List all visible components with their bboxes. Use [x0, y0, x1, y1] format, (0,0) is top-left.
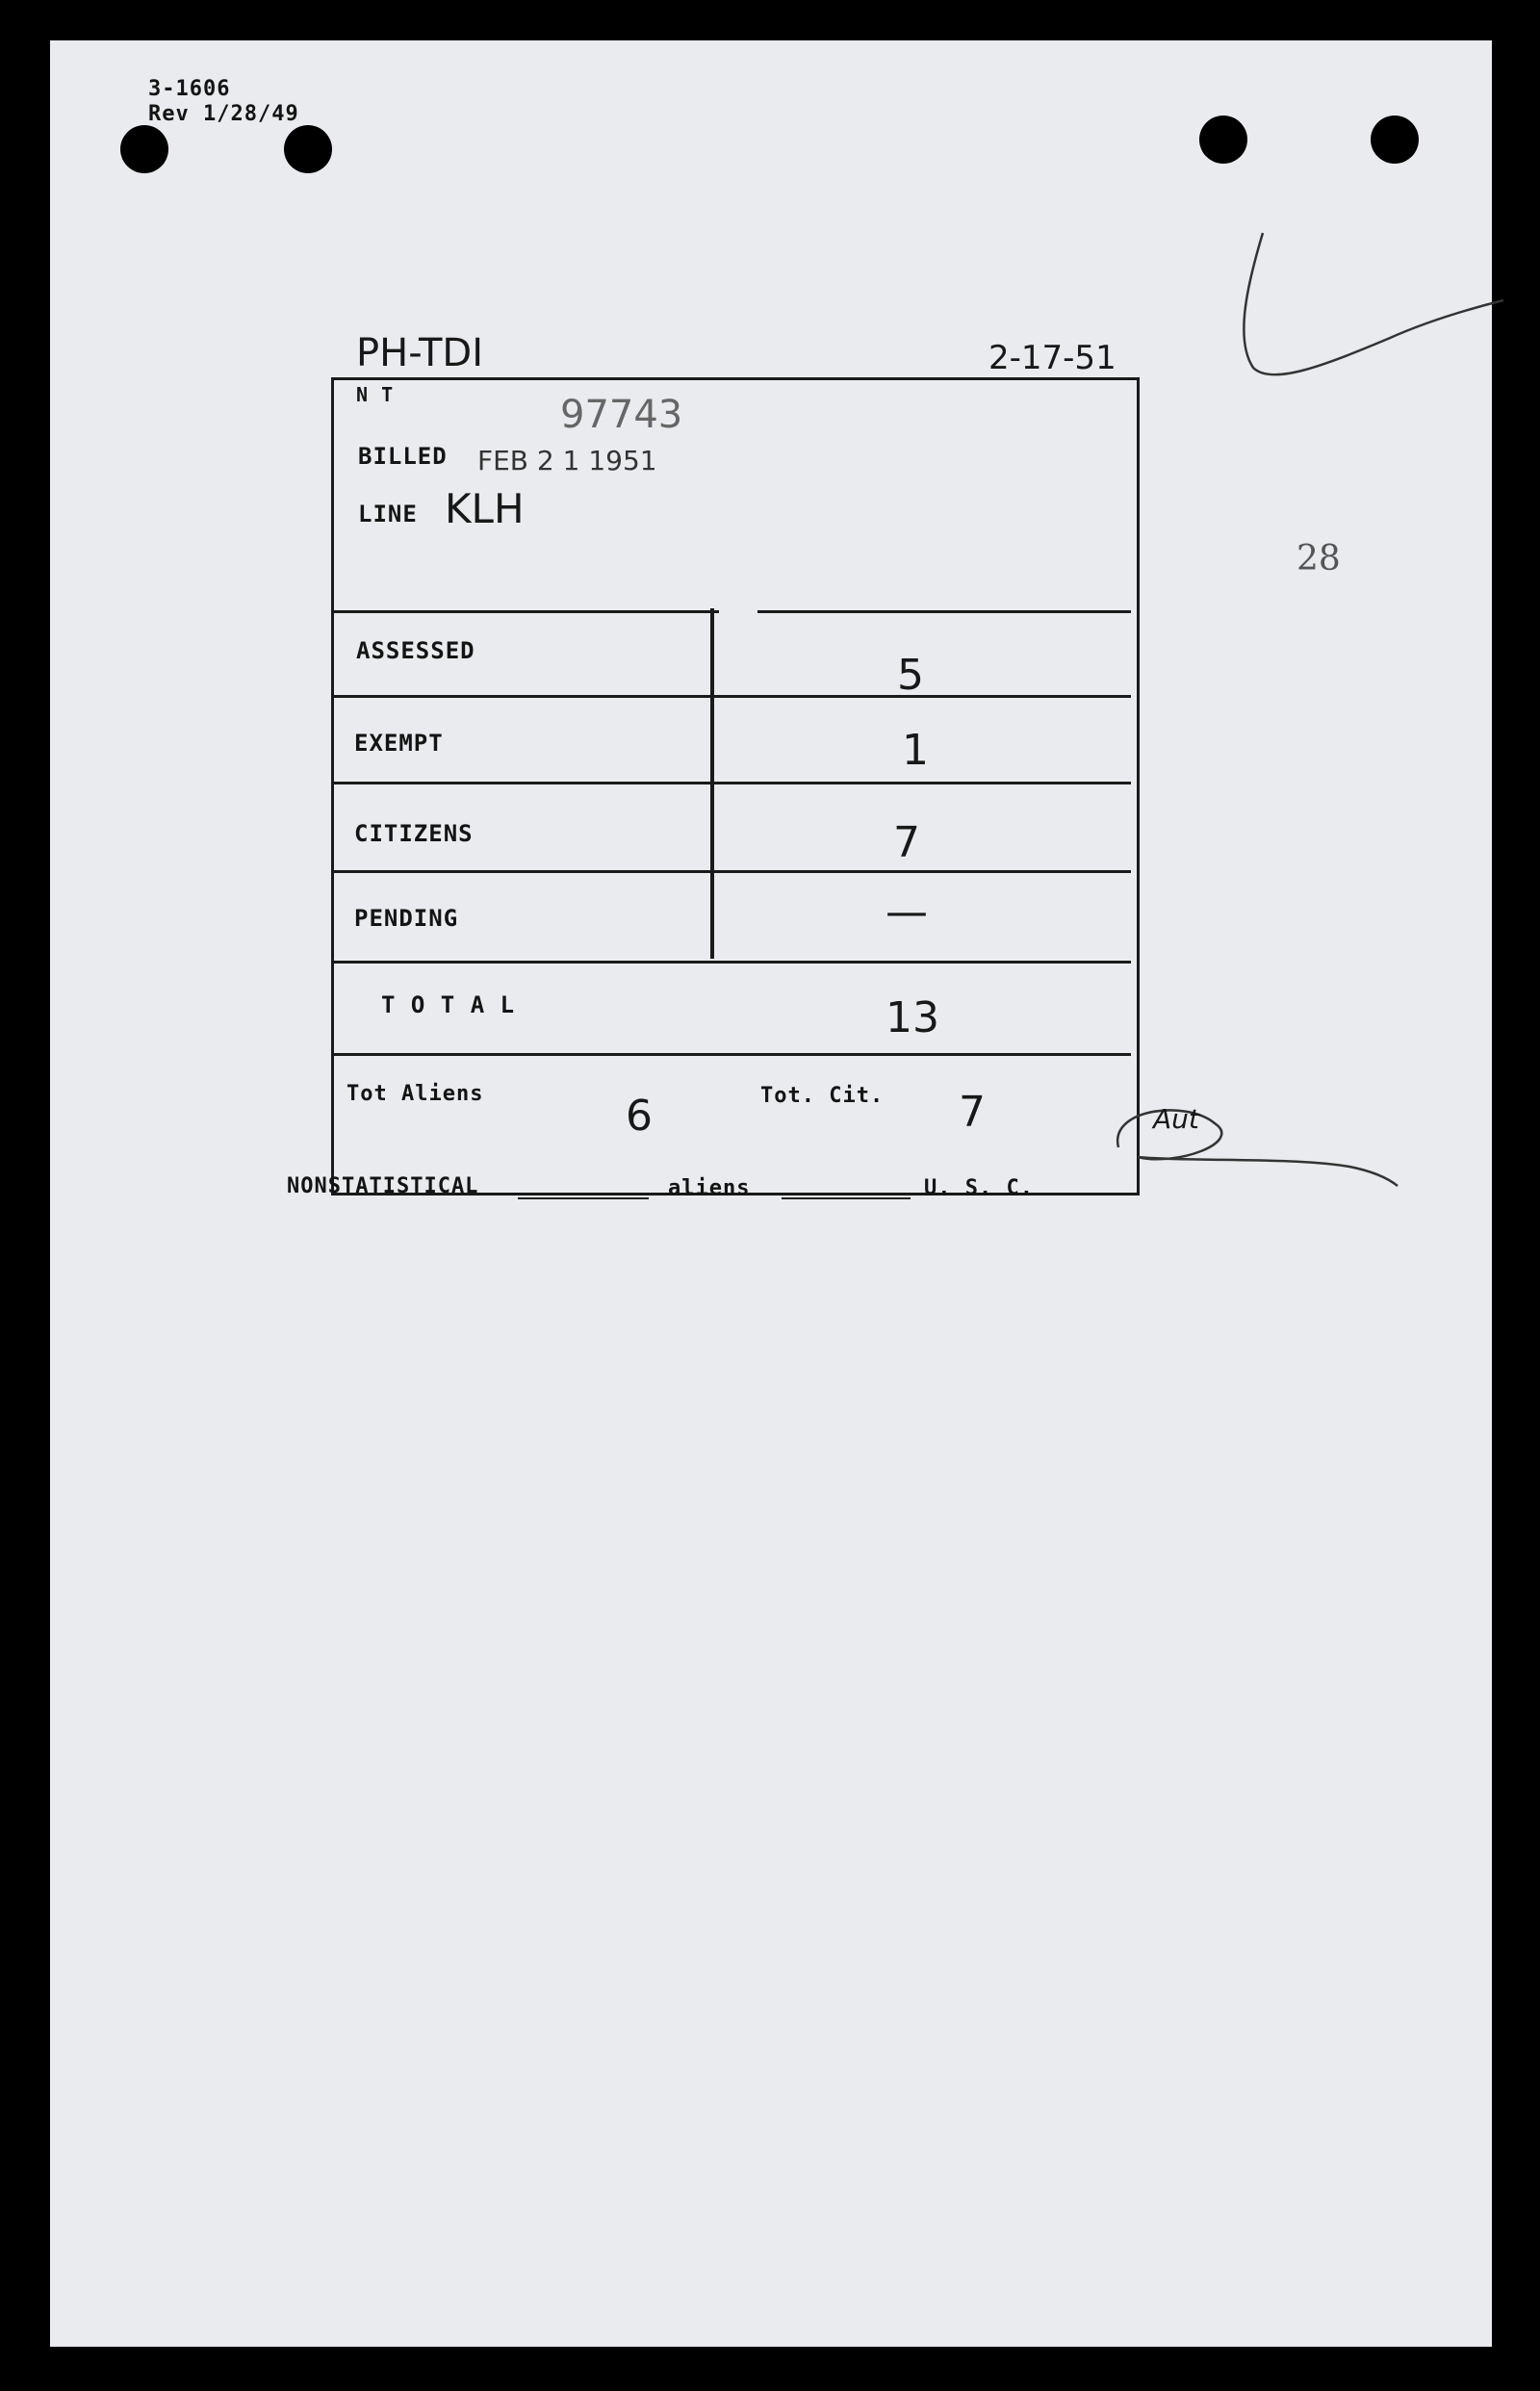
form-number: 3-1606	[148, 77, 231, 101]
punch-hole	[120, 125, 168, 173]
aliens-label: aliens	[668, 1176, 751, 1200]
table-rule	[334, 610, 719, 613]
row-label-assessed: ASSESSED	[356, 637, 475, 664]
row-value-pending: —	[886, 887, 928, 937]
punch-hole	[1199, 116, 1247, 164]
tot-aliens-value: 6	[626, 1092, 653, 1141]
row-value-exempt: 1	[902, 726, 929, 775]
row-value-assessed: 5	[897, 651, 924, 700]
port-code: PH-TDI	[356, 331, 483, 375]
billed-label: BILLED	[358, 443, 448, 470]
tot-aliens-label: Tot Aliens	[346, 1082, 484, 1106]
document-page	[50, 40, 1492, 2347]
punch-hole	[1371, 116, 1419, 164]
initials-signature	[1099, 1090, 1407, 1196]
control-number-stamp: 97743	[560, 393, 683, 437]
row-label-exempt: EXEMPT	[354, 730, 444, 757]
table-rule	[757, 610, 1131, 613]
initials-text: Aut	[1153, 1103, 1199, 1135]
table-rule	[334, 695, 1131, 698]
nonstatistical-blank	[518, 1197, 649, 1199]
tot-cit-label: Tot. Cit.	[760, 1084, 885, 1108]
table-rule	[334, 1053, 1131, 1056]
tot-cit-value: 7	[959, 1088, 986, 1137]
line-label: LINE	[358, 501, 418, 527]
pen-check-mark	[1224, 194, 1513, 425]
header-date: 2-17-51	[988, 339, 1116, 377]
margin-number: 28	[1296, 539, 1341, 578]
row-label-citizens: CITIZENS	[354, 820, 474, 847]
line-value: KLH	[445, 485, 525, 532]
aliens-blank	[782, 1197, 911, 1199]
billed-date-stamp: FEB 2 1 1951	[477, 445, 657, 476]
table-rule	[334, 870, 1131, 873]
table-rule	[334, 782, 1131, 784]
table-rule	[334, 961, 1131, 964]
row-label-pending: PENDING	[354, 905, 459, 932]
form-revision: Rev 1/28/49	[148, 102, 299, 126]
nt-label: N T	[356, 383, 395, 406]
row-value-citizens: 7	[893, 818, 920, 867]
total-label: T O T A L	[381, 991, 516, 1018]
usc-label: U. S. C.	[924, 1176, 1034, 1200]
total-value: 13	[886, 993, 939, 1042]
nonstatistical-label: NONSTATISTICAL	[287, 1174, 479, 1198]
punch-hole	[284, 125, 332, 173]
